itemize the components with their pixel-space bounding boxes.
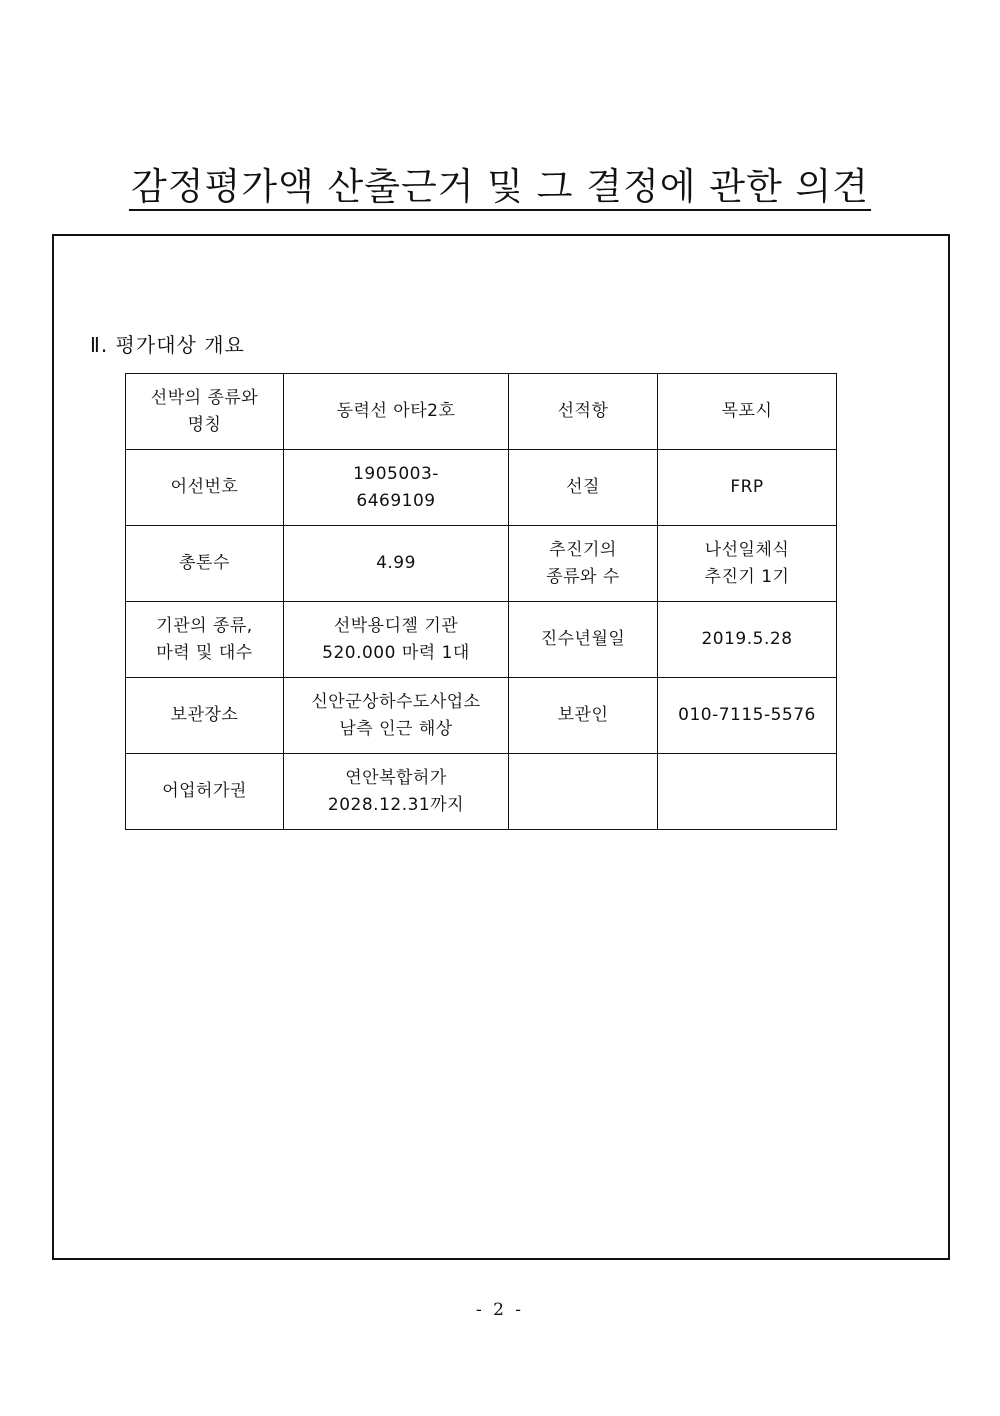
table-cell-value: 010-7115-5576 (658, 678, 837, 754)
table-cell-label: 선적항 (509, 374, 658, 450)
table-cell-value: 동력선 아타2호 (284, 374, 509, 450)
table-cell-value: 1905003- 6469109 (284, 450, 509, 526)
table-row (126, 374, 837, 450)
table-cell-empty (658, 754, 837, 830)
table-cell-value: 연안복합허가 2028.12.31까지 (284, 754, 509, 830)
table-row (126, 754, 837, 830)
document-title (0, 163, 1000, 211)
table-cell-value: 4.99 (284, 526, 509, 602)
table-cell-label: 어업허가권 (126, 754, 284, 830)
table-cell-label: 보관인 (509, 678, 658, 754)
table-cell-label: 기관의 종류, 마력 및 대수 (126, 602, 284, 678)
document-title-text: 감정평가액 산출근거 및 그 결정에 관한 의견 (129, 165, 871, 211)
table-cell-label: 추진기의 종류와 수 (509, 526, 658, 602)
table-cell-label: 총톤수 (126, 526, 284, 602)
table-cell-label: 어선번호 (126, 450, 284, 526)
table-row (126, 678, 837, 754)
page-number: - 2 - (475, 1300, 525, 1320)
table-cell-empty (509, 754, 658, 830)
table-row (126, 450, 837, 526)
table-row (126, 526, 837, 602)
table-cell-value: FRP (658, 450, 837, 526)
table-cell-value: 2019.5.28 (658, 602, 837, 678)
table-row (126, 602, 837, 678)
table-cell-value: 나선일체식 추진기 1기 (658, 526, 837, 602)
table-cell-value: 선박용디젤 기관 520.000 마력 1대 (284, 602, 509, 678)
table-cell-label: 보관장소 (126, 678, 284, 754)
table-cell-label: 선박의 종류와 명칭 (126, 374, 284, 450)
section-heading: Ⅱ. 평가대상 개요 (90, 333, 245, 357)
table-cell-label: 선질 (509, 450, 658, 526)
table-cell-value: 목포시 (658, 374, 837, 450)
vessel-overview-table (125, 373, 837, 830)
table-cell-value: 신안군상하수도사업소 남측 인근 해상 (284, 678, 509, 754)
table-cell-label: 진수년월일 (509, 602, 658, 678)
